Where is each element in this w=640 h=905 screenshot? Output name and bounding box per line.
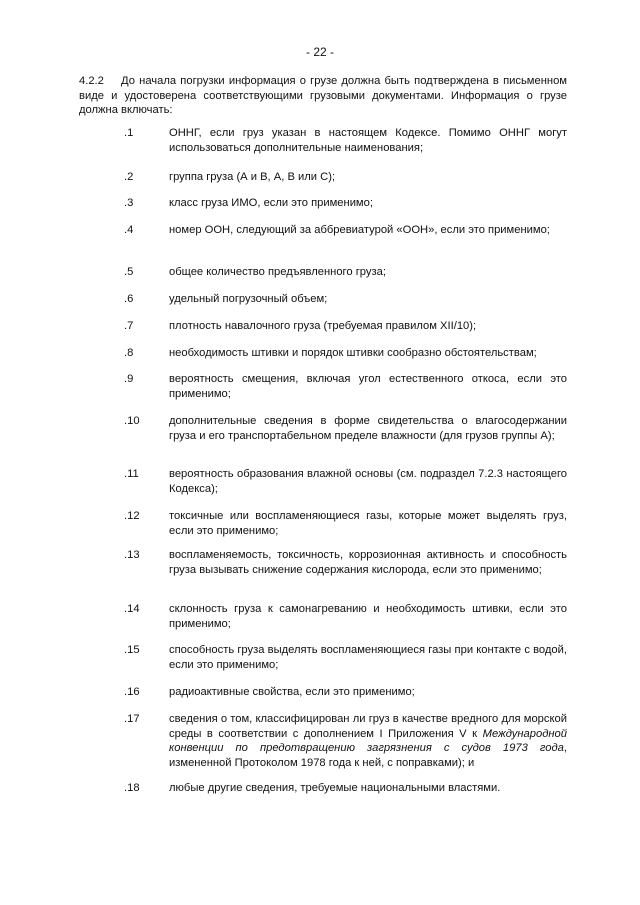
list-item-number: .14 xyxy=(124,603,140,615)
list-item-text-part: сведения о том, классифицирован ли груз в качестве вредного для морской среды в соответствии с дополнением I Приложения V к xyxy=(169,713,567,740)
list-item-text: удельный погрузочный объем; xyxy=(169,293,328,305)
list-item-number: .5 xyxy=(124,266,134,278)
list-item-number: .3 xyxy=(124,197,134,209)
list-item-number: .8 xyxy=(124,347,134,359)
list-item-text: необходимость штивки и порядок штивки сообразно обстоятельствам; xyxy=(169,347,537,359)
list-item-number: .17 xyxy=(124,713,140,725)
list-item-text: радиоактивные свойства, если это применимо; xyxy=(169,686,415,698)
list-item-text: вероятность смещения, включая угол естественного откоса, если это применимо; xyxy=(169,373,567,400)
list-item-text: ОННГ, если груз указан в настоящем Кодексе. Помимо ОННГ могут использоваться дополнительные наименования; xyxy=(169,127,567,154)
list-item-number: .10 xyxy=(124,415,140,427)
list-item-number: .12 xyxy=(124,510,140,522)
list-item-text: плотность навалочного груза (требуемая правилом XII/10); xyxy=(169,320,477,332)
list-item-number: .16 xyxy=(124,686,140,698)
list-item-text: воспламеняемость, токсичность, коррозионная активность и способность груза вызывать снижение содержания кислорода, если это применимо; xyxy=(169,549,567,576)
list-item-text: любые другие сведения, требуемые национальными властями. xyxy=(169,782,501,794)
convention-title: Международной конвенции по предотвращению загрязнения с судов 1973 года xyxy=(169,727,567,754)
list-item-number: .18 xyxy=(124,782,140,794)
list-item-number: .1 xyxy=(124,127,134,139)
section-number: 4.2.2 xyxy=(79,75,104,87)
list-item-text-part: , измененной Протоколом 1978 года к ней, с поправками); и xyxy=(169,742,567,769)
section-intro-text: До начала погрузки информация о грузе должна быть подтверждена в письменном виде и удостоверена соответствующими грузовыми документами. Информация о грузе должна включать: xyxy=(79,75,567,116)
list-item-text: вероятность образования влажной основы (см. подраздел 7.2.3 настоящего Кодекса); xyxy=(169,468,567,495)
list-item-text: склонность груза к самонагреванию и необходимость штивки, если это применимо; xyxy=(169,603,567,630)
page-number: - 22 - xyxy=(305,45,334,59)
section-paragraph xyxy=(79,74,567,118)
list-item-number: .11 xyxy=(124,468,139,480)
list-item-text: номер ООН, следующий за аббревиатурой «ООН», если это применимо; xyxy=(169,224,550,236)
list-item-number: .7 xyxy=(124,320,134,332)
list-item-number: .15 xyxy=(124,644,140,656)
list-item-number: .4 xyxy=(124,224,134,236)
list-item-number: .2 xyxy=(124,171,134,183)
list-item-number: .6 xyxy=(124,293,134,305)
list-item-text: общее количество предъявленного груза; xyxy=(169,266,386,278)
list-item-text: класс груза ИМО, если это применимо; xyxy=(169,197,373,209)
list-item-number: .13 xyxy=(124,549,140,561)
list-item-text: группа груза (А и В, А, В или С); xyxy=(169,171,336,183)
list-item-text xyxy=(169,712,567,770)
list-item-text: способность груза выделять воспламеняющиеся газы при контакте с водой, если это применимо; xyxy=(169,644,567,671)
list-item-text: дополнительные сведения в форме свидетельства о влагосодержании груза и его транспортабельном пределе влажности (для грузов группы А); xyxy=(169,415,567,442)
list-item-number: .9 xyxy=(124,373,134,385)
list-item-text: токсичные или воспламеняющиеся газы, которые может выделять груз, если это применимо; xyxy=(169,510,567,537)
